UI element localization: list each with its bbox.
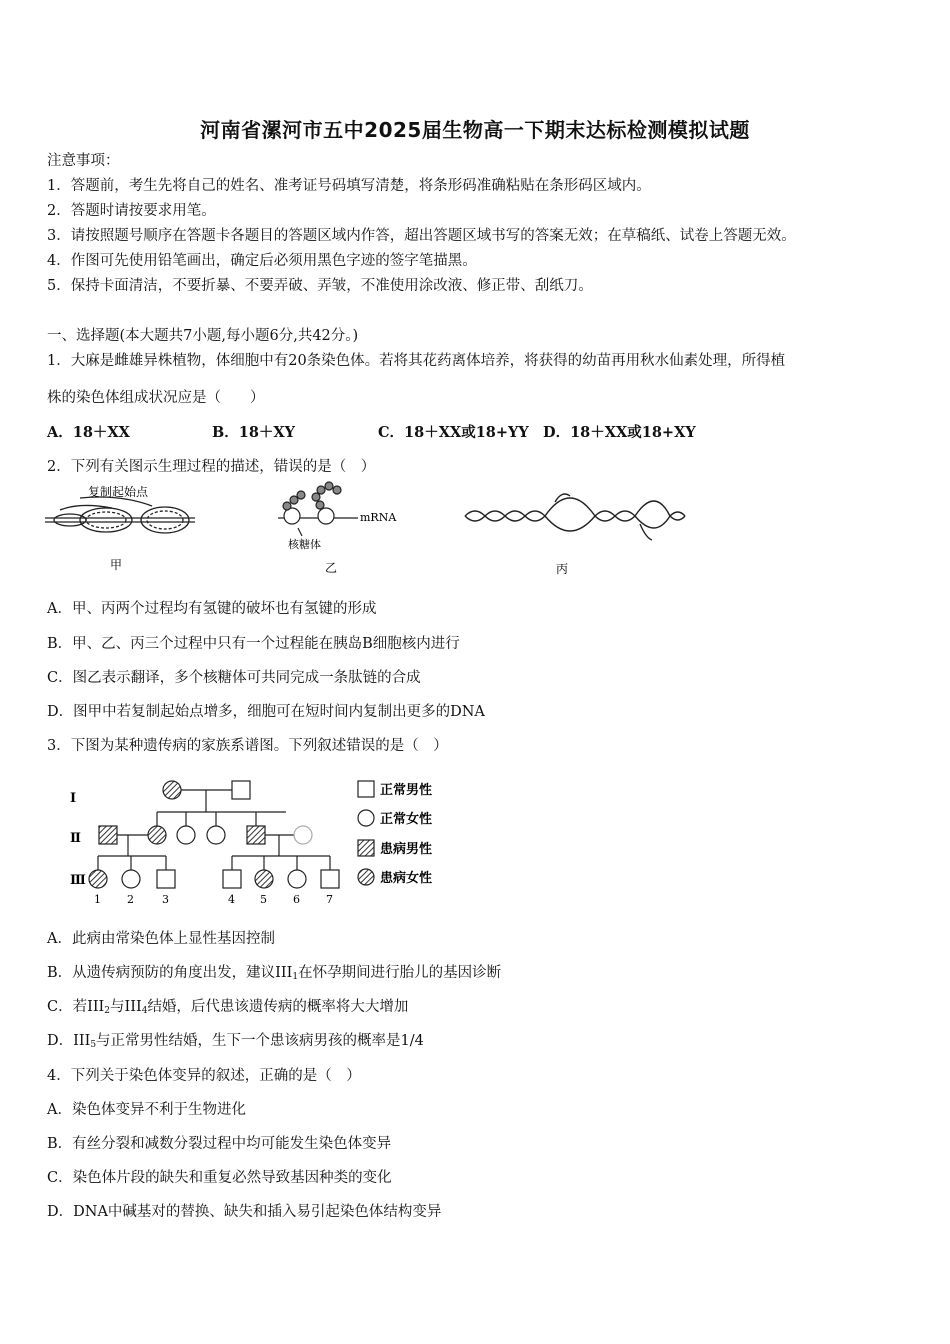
pedigree-legend	[358, 781, 374, 885]
q1-option-a: A．18＋XX	[47, 424, 130, 441]
notice-item: 5．保持卡面清洁，不要折暴、不要弄破、弄皱，不准使用涂改液、修正带、刮纸刀。	[47, 278, 593, 294]
legend-normal-female: 正常女性	[380, 812, 433, 827]
q2-figure	[40, 480, 690, 580]
q1-option-d: D．18＋XX或18+XY	[543, 424, 696, 441]
figure-yi-label: 乙	[325, 561, 338, 575]
q2-option-a: A．甲、丙两个过程均有氢键的破坏也有氢键的形成	[47, 601, 377, 617]
figure-yi-ribosome-label: 核糖体	[288, 538, 321, 551]
q3-stem: 3．下图为某种遗传病的家族系谱图。下列叙述错误的是（ ）	[47, 738, 448, 754]
legend-affected-male: 患病男性	[380, 842, 433, 857]
notice-item: 3．请按照题号顺序在答题卡各题目的答题区域内作答，超出答题区域书写的答案无效；在草稿纸、试卷上答题无效。	[47, 228, 796, 244]
q2-stem: 2．下列有关图示生理过程的描述，错误的是（ ）	[47, 459, 376, 475]
figure-jia-replication-bubbles	[45, 497, 195, 533]
q4-stem: 4．下列关于染色体变异的叙述，正确的是（ ）	[47, 1068, 361, 1084]
figure-bing-helix	[465, 494, 685, 540]
figure-yi-mrna-label: mRNA	[360, 511, 397, 524]
generation-label: Ⅲ	[70, 873, 86, 888]
legend-affected-female: 患病女性	[380, 871, 433, 886]
q4-option-d: D．DNA中碱基对的替换、缺失和插入易引起染色体结构变异	[47, 1204, 442, 1220]
q2-option-b: B．甲、乙、丙三个过程中只有一个过程能在胰岛B细胞核内进行	[47, 636, 460, 652]
q4-option-c: C．染色体片段的缺失和重复必然导致基因种类的变化	[47, 1170, 392, 1186]
section-heading: 一、选择题(本大题共7小题,每小题6分,共42分。)	[47, 328, 359, 344]
figure-bing-label: 丙	[556, 562, 569, 576]
member-number: 5	[260, 893, 267, 906]
member-number: 3	[162, 893, 169, 906]
q3-option-c: C．若$III_2$与$III_4$结婚，后代患该遗传病的概率将大大增加	[47, 999, 409, 1016]
figure-jia-origin-label: 复制起始点	[88, 485, 149, 499]
q3-option-b: B．从遗传病预防的角度出发，建议$III_1$在怀孕期间进行胎儿的基因诊断	[47, 965, 502, 982]
notice-item: 2．答题时请按要求用笔。	[47, 203, 216, 219]
member-number: 1	[94, 893, 101, 906]
q4-option-a: A．染色体变异不利于生物进化	[47, 1102, 246, 1118]
figure-jia-label: 甲	[110, 558, 123, 572]
q2-option-d: D．图甲中若复制起始点增多，细胞可在短时间内复制出更多的DNA	[47, 704, 485, 720]
notice-item: 4．作图可先使用铅笔画出，确定后必须用黑色字迹的签字笔描黑。	[47, 253, 477, 269]
member-number: 6	[293, 893, 300, 906]
figure-yi-ribosomes	[278, 482, 358, 536]
q1-stem-line2: 株的染色体组成状况应是（ ）	[47, 390, 265, 406]
legend-normal-male: 正常男性	[380, 783, 433, 798]
generation-label: Ⅱ	[70, 831, 81, 846]
notice-heading: 注意事项：	[47, 153, 120, 169]
page-title: 河南省漯河市五中2025届生物高一下期末达标检测模拟试题	[200, 118, 750, 142]
q3-option-d: D．$III_5$与正常男性结婚，生下一个患该病男孩的概率是1/4	[47, 1033, 424, 1050]
member-number: 7	[326, 893, 333, 906]
q2-option-c: C．图乙表示翻译，多个核糖体可共同完成一条肽链的合成	[47, 670, 421, 686]
q3-pedigree-chart	[60, 770, 460, 910]
q3-option-a: A．此病由常染色体上显性基因控制	[47, 931, 275, 947]
q1-option-b: B．18＋XY	[212, 424, 296, 441]
notice-item: 1．答题前，考生先将自己的姓名、准考证号码填写清楚，将条形码准确粘贴在条形码区域内。	[47, 178, 651, 194]
generation-label: Ⅰ	[70, 791, 77, 806]
q1-stem-line1: 1．大麻是雌雄异株植物，体细胞中有20条染色体。若将其花药离体培养，将获得的幼苗再用秋水仙素处理，所得植	[47, 353, 786, 369]
member-number: 4	[228, 893, 235, 906]
q4-option-b: B．有丝分裂和减数分裂过程中均可能发生染色体变异	[47, 1136, 392, 1152]
member-number: 2	[127, 893, 134, 906]
q1-option-c: C．18＋XX或18+YY	[378, 424, 529, 441]
